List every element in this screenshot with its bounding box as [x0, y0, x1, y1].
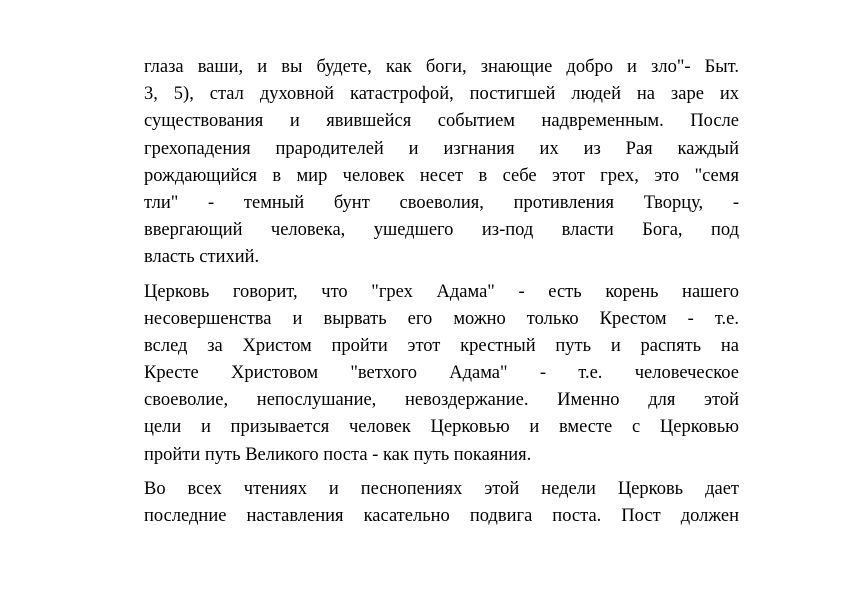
text-line: тли" - темный бунт своеволия, противления Творцу, -: [144, 192, 739, 213]
text-line: глаза ваши, и вы будете, как боги, знающие добро и зло"- Быт.: [144, 57, 739, 77]
document-text: [144, 54, 739, 537]
text-line: ввергающий человека, ушедшего из-под власти Бога, под: [144, 220, 739, 241]
text-line: Церковь говорит, что "грех Адама" - есть корень нашего: [144, 281, 739, 302]
text-line: своеволие, непослушание, невоздержание. Именно для этой: [144, 390, 739, 411]
text-line: последние наставления касательно подвига поста. Пост должен: [144, 506, 739, 526]
text-line: цели и призывается человек Церковью и вместе с Церковью: [144, 417, 739, 438]
text-line: существования и явившейся событием надвременным. После: [144, 111, 739, 132]
text-line: Кресте Христовом "ветхого Адама" - т.е. человеческое: [144, 363, 739, 384]
text-line: вслед за Христом пройти этот крестный путь и распять на: [144, 335, 739, 356]
text-line: рождающийся в мир человек несет в себе этот грех, это "семя: [144, 165, 739, 186]
text-line: Во всех чтениях и песнопениях этой недели Церковь дает: [144, 478, 739, 499]
paragraph-1: [144, 54, 739, 272]
paragraph-2: [144, 279, 739, 469]
paragraph-3: [144, 476, 739, 530]
text-line: власть стихий.: [144, 247, 260, 268]
text-line: несовершенства и вырвать его можно только Крестом - т.е.: [144, 308, 739, 329]
text-line: пройти путь Великого поста - как путь покаяния.: [144, 444, 532, 465]
text-line: грехопадения прародителей и изгнания их из Рая каждый: [144, 138, 739, 159]
text-line: 3, 5), стал духовной катастрофой, постигшей людей на заре их: [144, 84, 739, 105]
